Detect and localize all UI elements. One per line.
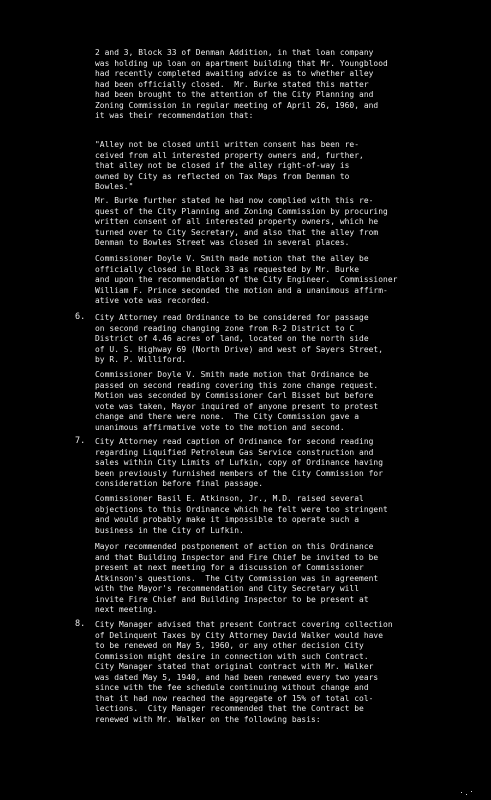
text-line: ative vote was recorded. <box>95 296 211 305</box>
text-line: change and there were none. The City Commission gave a <box>95 412 360 421</box>
text-line: renewed with Mr. Walker on the following basis: <box>95 714 321 724</box>
text-line: vote was taken, Mayor inquired of anyone present to protest <box>95 401 379 411</box>
text-line: Motion was seconded by Commissioner Carl Bisset but before <box>95 391 374 400</box>
text-line: City Attorney read Ordinance to be considered for passage <box>95 313 369 322</box>
text-line: was dated May 5, 1940, and had been renewed every two years <box>95 672 379 682</box>
text-line: of U. S. Highway 69 (North Drive) and west of Sayers Street, <box>95 344 384 354</box>
text-line: Bowles." <box>95 182 134 191</box>
text-line: 2 and 3, Block 33 of Denman Addition, in that loan company <box>95 48 374 57</box>
text-line: Zoning Commission in regular meeting of April 26, 1960, and <box>95 100 379 110</box>
text-line: City Manager stated that original contract with Mr. Walker <box>95 662 374 671</box>
text-line: had recently completed awaiting advice as to whether alley <box>95 69 374 78</box>
text-line: and would probably make it impossible to operate such a <box>95 515 360 524</box>
text-line: Mayor recommended postponement of action on this Ordinance <box>95 542 374 551</box>
text-line: invite Fire Chief and Building Inspector to be present at <box>95 594 369 604</box>
text-line: next meeting. <box>95 605 158 614</box>
text-line: had been officially closed. Mr. Burke stated this matter <box>95 79 369 89</box>
text-line: had been brought to the attention of the City Planning and <box>95 90 374 99</box>
scan-speck <box>466 794 467 795</box>
text-line: regarding Liquified Petroleum Gas Service construction and <box>95 447 374 457</box>
text-line: Commissioner Basil E. Atkinson, Jr., M.D. raised several <box>95 494 364 503</box>
text-line: that it had now reached the aggregate of 15% of total col- <box>95 693 374 703</box>
item-number: 7. <box>75 436 86 446</box>
text-line: written consent of all interested property owners, which he <box>95 217 379 226</box>
text-line: owned by City as reflected on Tax Maps from Denman to <box>95 171 350 181</box>
text-line: sales within City Limits of Lufkin, copy of Ordinance having <box>95 458 384 467</box>
scan-speck <box>461 792 462 793</box>
text-line: and upon the recommendation of the City Engineer. Commissioner <box>95 275 398 284</box>
text-line: Commission might desire in connection with such Contract. <box>95 651 369 661</box>
text-line: City Attorney read caption of Ordinance for second reading <box>95 437 374 446</box>
text-line: of Delinquent Taxes by City Attorney David Walker would have <box>95 630 384 640</box>
text-line: been previously furnished members of the City Commission for <box>95 468 384 478</box>
text-line: on second reading changing zone from R-2 District to C <box>95 323 355 333</box>
text-line: Mr. Burke further stated he had now complied with this re- <box>95 196 374 205</box>
text-line: officially closed in Block 33 as requested by Mr. Burke <box>95 264 360 274</box>
item-number: 8. <box>75 619 86 629</box>
text-line: business in the City of Lufkin. <box>95 525 244 535</box>
text-line: turned over to City Secretary, and also that the alley from <box>95 227 379 237</box>
text-line: by R. P. Williford. <box>95 355 187 364</box>
text-line: Atkinson's questions. The City Commission was in agreement <box>95 573 379 583</box>
text-line: District of 4.46 acres of land, located on the north side <box>95 334 369 343</box>
text-line: that alley not be closed if the alley right-of-way is <box>95 161 350 170</box>
item-number: 6. <box>75 312 86 322</box>
text-line: "Alley not be closed until written consent has been re- <box>95 140 360 149</box>
text-line: since with the fee schedule continuing without change and <box>95 683 369 692</box>
text-line: was holding up loan on apartment building that Mr. Youngblood <box>95 58 388 68</box>
text-line: quest of the City Planning and Zoning Commission by procuring <box>95 206 388 216</box>
text-line: William F. Prince seconded the motion and a unanimous affirm- <box>95 285 388 295</box>
text-line: passed on second reading covering this zone change request. <box>95 380 379 390</box>
text-line: to be renewed on May 5, 1960, or any other decision City <box>95 641 364 650</box>
text-line: Commissioner Doyle V. Smith made motion that the alley be <box>95 254 369 263</box>
text-line: it was their recommendation that: <box>95 111 254 120</box>
text-line: Denman to Bowles Street was closed in several places. <box>95 238 350 247</box>
text-line: Commissioner Doyle V. Smith made motion that Ordinance be <box>95 370 369 379</box>
scan-speck <box>471 791 472 792</box>
text-line: lections. City Manager recommended that the Contract be <box>95 704 364 713</box>
text-line: unanimous affirmative vote to the motion and second. <box>95 422 345 432</box>
text-line: consideration before final passage. <box>95 479 264 488</box>
text-line: and that Building Inspector and Fire Chief be invited to be <box>95 552 379 562</box>
text-line: City Manager advised that present Contract covering collection <box>95 620 393 629</box>
text-line: ceived from all interested property owners and, further, <box>95 150 364 160</box>
text-line: with the Mayor's recommendation and City Secretary will <box>95 584 360 593</box>
text-line: objections to this Ordinance which he felt were too stringent <box>95 504 388 514</box>
text-line: present at next meeting for a discussion of Commissioner <box>95 563 364 572</box>
